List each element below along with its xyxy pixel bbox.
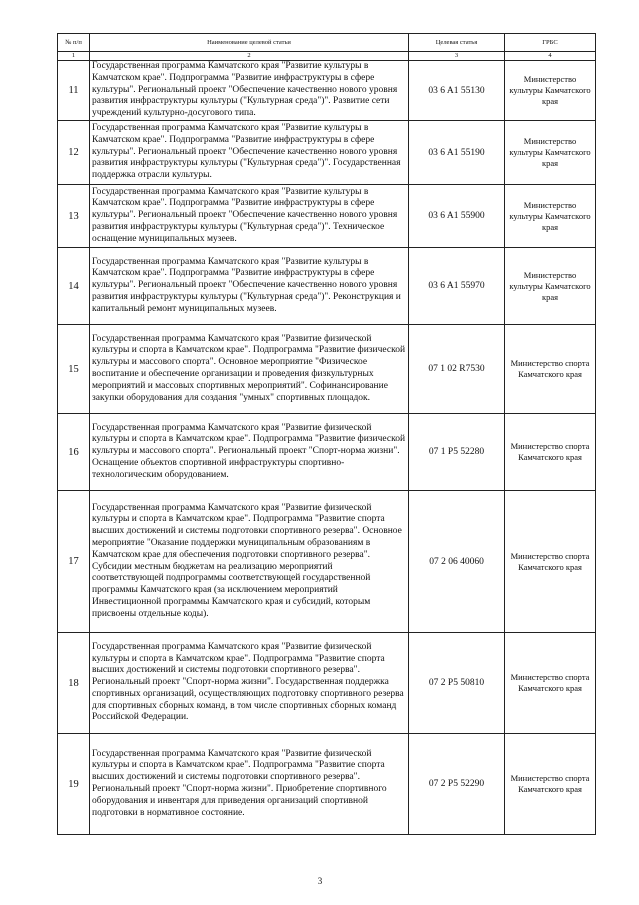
table-row (58, 491, 596, 633)
row-name: Государственная программа Камчатского края "Развитие культуры в Камчатском крае". Подпрограмма "Развитие инфраструктуры в сфере культуры". Региональный проект "Обеспечение качественно нового уровня развития инфраструктуры культуры ("Культурная среда")". Государственная поддержка отрасли культуры. (90, 121, 409, 185)
row-code: 07 2 P5 52290 (409, 734, 505, 835)
header-num: № п/п (58, 34, 90, 52)
column-index: 4 (505, 52, 596, 61)
row-code: 03 6 A1 55130 (409, 61, 505, 121)
header-code: Целевая статья (409, 34, 505, 52)
header-row (58, 34, 596, 52)
row-name: Государственная программа Камчатского края "Развитие физической культуры и спорта в Камчатском крае". Подпрограмма "Развитие спорта высших достижений и системы подготовки спортивного резерва". Региональный проект "Спорт-норма жизни". Государственная поддержка спортивных организаций, осуществляющих подготовку спортивного резерва для спортивных сборных команд, в том числе спортивных сборных команд Российской Федерации. (90, 633, 409, 734)
column-index: 1 (58, 52, 90, 61)
table-row (58, 185, 596, 248)
header-grbs: ГРБС (505, 34, 596, 52)
row-number: 12 (58, 121, 90, 185)
table-row (58, 121, 596, 185)
row-grbs: Министерство спорта Камчатского края (505, 414, 596, 491)
column-index: 2 (90, 52, 409, 61)
header-name: Наименование целевой статьи (90, 34, 409, 52)
row-name: Государственная программа Камчатского края "Развитие физической культуры и спорта в Камчатском крае". Подпрограмма "Развитие спорта высших достижений и системы подготовки спортивного резерва". Основное мероприятие "Оказание поддержки муниципальным образованиям в Камчатском крае для обеспечения подготовки спортивного резерва". Субсидии местным бюджетам на реализацию мероприятий соответствующей подпрограммы соответствующей государственной программы Камчатского края (за исключением мероприятий Инвестиционной программы Камчатского края и субсидий, которым присвоены отдельные коды). (90, 491, 409, 633)
row-name: Государственная программа Камчатского края "Развитие физической культуры и спорта в Камчатском крае". Подпрограмма "Развитие спорта высших достижений и системы подготовки спортивного резерва". Региональный проект "Спорт-норма жизни". Приобретение спортивного оборудования и инвентаря для приведения организаций спортивной подготовки в нормативное состояние. (90, 734, 409, 835)
row-number: 11 (58, 61, 90, 121)
table-row (58, 414, 596, 491)
row-number: 14 (58, 248, 90, 325)
row-name: Государственная программа Камчатского края "Развитие физической культуры и спорта в Камчатском крае". Подпрограмма "Развитие физической культуры и массового спорта". Региональный проект "Спорт-норма жизни". Оснащение объектов спортивной инфраструктуры спортивно-технологическим оборудованием. (90, 414, 409, 491)
table-row (58, 248, 596, 325)
row-code: 07 1 P5 52280 (409, 414, 505, 491)
column-index-row (58, 52, 596, 61)
row-grbs: Министерство культуры Камчатского края (505, 185, 596, 248)
row-code: 07 2 P5 50810 (409, 633, 505, 734)
row-name: Государственная программа Камчатского края "Развитие культуры в Камчатском крае". Подпрограмма "Развитие инфраструктуры в сфере культуры". Региональный проект "Обеспечение качественно нового уровня развития инфраструктуры культуры ("Культурная среда")". Реконструкция и капитальный ремонт муниципальных музеев. (90, 248, 409, 325)
row-number: 19 (58, 734, 90, 835)
column-index: 3 (409, 52, 505, 61)
row-code: 03 6 A1 55900 (409, 185, 505, 248)
row-grbs: Министерство культуры Камчатского края (505, 61, 596, 121)
row-grbs: Министерство спорта Камчатского края (505, 734, 596, 835)
row-code: 07 2 06 40060 (409, 491, 505, 633)
row-name: Государственная программа Камчатского края "Развитие культуры в Камчатском крае". Подпрограмма "Развитие инфраструктуры в сфере культуры". Региональный проект "Обеспечение качественно нового уровня развития инфраструктуры культуры ("Культурная среда")". Развитие сети учреждений культурно-досугового типа. (90, 61, 409, 121)
row-grbs: Министерство спорта Камчатского края (505, 491, 596, 633)
row-code: 03 6 A1 55970 (409, 248, 505, 325)
row-name: Государственная программа Камчатского края "Развитие физической культуры и спорта в Камчатском крае". Подпрограмма "Развитие физической культуры и массового спорта". Основное мероприятие "Физическое воспитание и обеспечение организации и проведения физкультурных мероприятий и массовых спортивных мероприятий". Софинансирование закупки оборудования для создания "умных" спортивных площадок. (90, 325, 409, 414)
row-code: 07 1 02 R7530 (409, 325, 505, 414)
table-row (58, 61, 596, 121)
row-number: 18 (58, 633, 90, 734)
row-number: 15 (58, 325, 90, 414)
row-grbs: Министерство спорта Камчатского края (505, 633, 596, 734)
page-number: 3 (317, 876, 323, 886)
table-row (58, 325, 596, 414)
row-grbs: Министерство культуры Камчатского края (505, 248, 596, 325)
table-row (58, 734, 596, 835)
table-row (58, 633, 596, 734)
row-grbs: Министерство культуры Камчатского края (505, 121, 596, 185)
row-code: 03 6 A1 55190 (409, 121, 505, 185)
row-number: 17 (58, 491, 90, 633)
row-grbs: Министерство спорта Камчатского края (505, 325, 596, 414)
row-number: 16 (58, 414, 90, 491)
row-name: Государственная программа Камчатского края "Развитие культуры в Камчатском крае". Подпрограмма "Развитие инфраструктуры в сфере культуры". Региональный проект "Обеспечение качественно нового уровня развития инфраструктуры культуры ("Культурная среда")". Техническое оснащение муниципальных музеев. (90, 185, 409, 248)
target-articles-table (57, 33, 596, 835)
row-number: 13 (58, 185, 90, 248)
